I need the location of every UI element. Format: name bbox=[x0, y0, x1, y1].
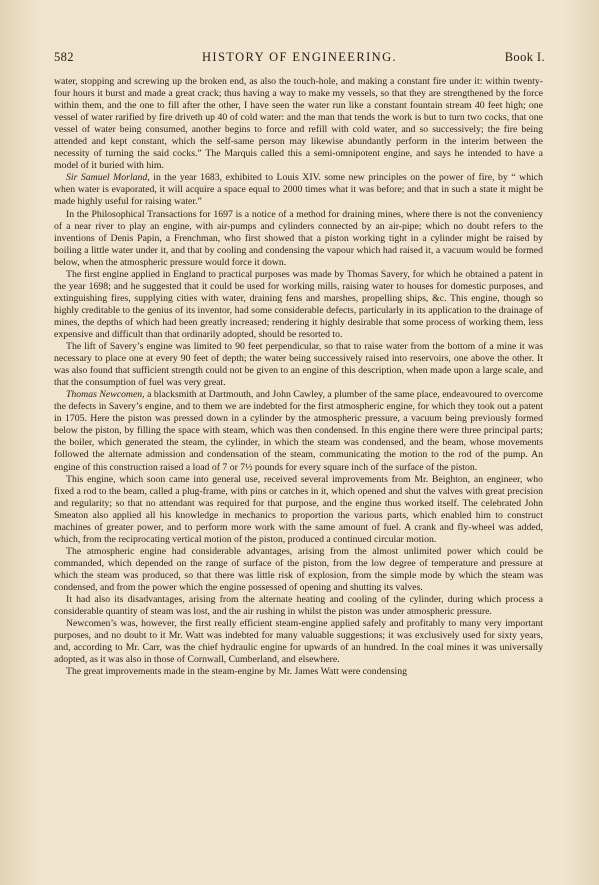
running-title: HISTORY OF ENGINEERING. bbox=[201, 50, 398, 64]
paragraph-watt: The great improvements made in the steam-engine by Mr. James Watt were condensing bbox=[66, 666, 407, 678]
paragraph-beighton: This engine, which soon came into general use, received several improvements from Mr. Beighton, an engineer, who fixed a rod to the beam, called a plug-frame, with pins or catches in it, which opened and shut the valves with great precision and regularity; so that no attendant was required for that purpose, and the engine thus worked itself. The celebrated John Smeaton also applied all his knowledge in mechanics to proportion the various parts, which enabled him to construct machines of greater power, and to perform more work with the same amount of fuel. A crank and fly-wheel was added, which, from the reciprocating vertical motion of the piston, produced a continued circular motion. bbox=[54, 473, 543, 545]
paragraph-newcomen: Thomas Newcomen, a blacksmith at Dartmouth, and John Cawley, a plumber of the same place, endeavoured to overcome the defects in Savery’s engine, and to them we are indebted for the first atmospheric engine, for which they took out a patent in 1705. Here the piston was pressed down in a cylinder by the atmospheric pressure, a vacuum being previously formed below the piston, by filling the space with steam, which was then condensed. In this engine there were three principal parts; the boiler, which generated the steam, the cylinder, in which the steam was condensed, and the beam, whose movements followed the alternate admission and condensation of the steam, communicating the motion to the rod of the pump. An engine of this construction raised a load of 7 or 7½ pounds for every square inch of the surface of the piston. bbox=[54, 389, 543, 473]
paragraph-disadvantages: It had also its disadvantages, arising from the alternate heating and cooling of the cylinder, during which process a considerable quantity of steam was lost, and the air rushing in whilst the piston was under atmospheric pressure. bbox=[54, 594, 543, 618]
book-label: Book I. bbox=[504, 50, 545, 64]
body-text bbox=[54, 76, 543, 678]
paragraph-newcomen-efficiency: Newcomen’s was, however, the first really efficient steam-engine applied safely and profitably to many very important purposes, and no doubt to it Mr. Watt was indebted for many valuable suggestions; it was exclusively used for sixty years, and, according to Mr. Carr, was the chief hydraulic engine for upwards of an hundred. In the coal mines it was universally adopted, as it was also in those of Cornwall, Cumberland, and elsewhere. bbox=[54, 618, 543, 666]
paragraph-savery-lift: The lift of Savery’s engine was limited to 90 feet perpendicular, so that to raise water from the bottom of a mine it was necessary to place one at every 90 feet of depth; the water being successively raised into reservoirs, one above the other. It was also found that sufficient strength could not be given to an engine of this description, when made upon a large scale, and that the consumption of fuel was very great. bbox=[54, 341, 543, 389]
paragraph-marquis-quote: water, stopping and screwing up the broken end, as also the touch-hole, and making a constant fire under it: within twenty-four hours it burst and made a great crack; thus having a way to make my vessels, so that they are strengthened by the force within them, and the one to fill after the other, I have seen the water run like a constant fountain stream 40 feet high; one vessel of water rarified by fire driveth up 40 of cold water: and the man that tends the work is but to turn two cocks, that one vessel of water being consumed, another begins to force and refill with cold water, and so successively; the fire being attended and kept constant, which the self-same person may likewise abundantly perform in the interim between the necessity of turning the said cocks.” The Marquis called this a semi-omnipotent engine, and says he intended to have a model of it buried with him. bbox=[54, 76, 543, 172]
paragraph-morland: Sir Samuel Morland, in the year 1683, exhibited to Louis XIV. some new principles on the power of fire, by “ which when water is evaporated, it will acquire a space equal to 2000 times what it was before; and that in such a state it might be made highly useful for raising water.” bbox=[54, 172, 543, 208]
person-name: Sir Samuel Morland, bbox=[66, 172, 150, 184]
person-name: Thomas Newcomen, bbox=[66, 389, 145, 401]
paragraph-savery: The first engine applied in England to practical purposes was made by Thomas Savery, for which he obtained a patent in the year 1698; and he suggested that it could be used for working mills, raising water to houses for domestic purposes, and extinguishing fires, supplying cities with water, draining fens and marshes, propelling ships, &c. This engine, though so highly creditable to the genius of its inventor, had some considerable defects, particularly in its application to the drainage of mines, the depths of which had been greatly increased; rendering it highly desirable that some process of working them, less expensive and difficult than that ordinarily adopted, should be resorted to. bbox=[54, 268, 543, 340]
page-number: 582 bbox=[54, 50, 74, 64]
paragraph-papin: In the Philosophical Transactions for 1697 is a notice of a method for draining mines, where there is not the conveniency of a near river to play an engine, with air-pumps and cylinders connected by an air-pipe; which no doubt refers to the inventions of Denis Papin, a Frenchman, who first showed that a piston working tight in a cylinder might be raised by boiling a little water under it, and that by cooling and condensing the vapour which had raised it, a vacuum would be formed below, when the atmospheric pressure would force it down. bbox=[54, 208, 543, 268]
paragraph-advantages: The atmospheric engine had considerable advantages, arising from the almost unlimited power which could be commanded, which depended on the range of surface of the piston, from the low degree of temperature and pressure at which the steam was produced, so that there was little risk of explosion, from the simple mode by which the steam was condensed, and from the power which the engine possessed of opening and shutting its valves. bbox=[54, 545, 543, 593]
running-head bbox=[54, 50, 545, 66]
